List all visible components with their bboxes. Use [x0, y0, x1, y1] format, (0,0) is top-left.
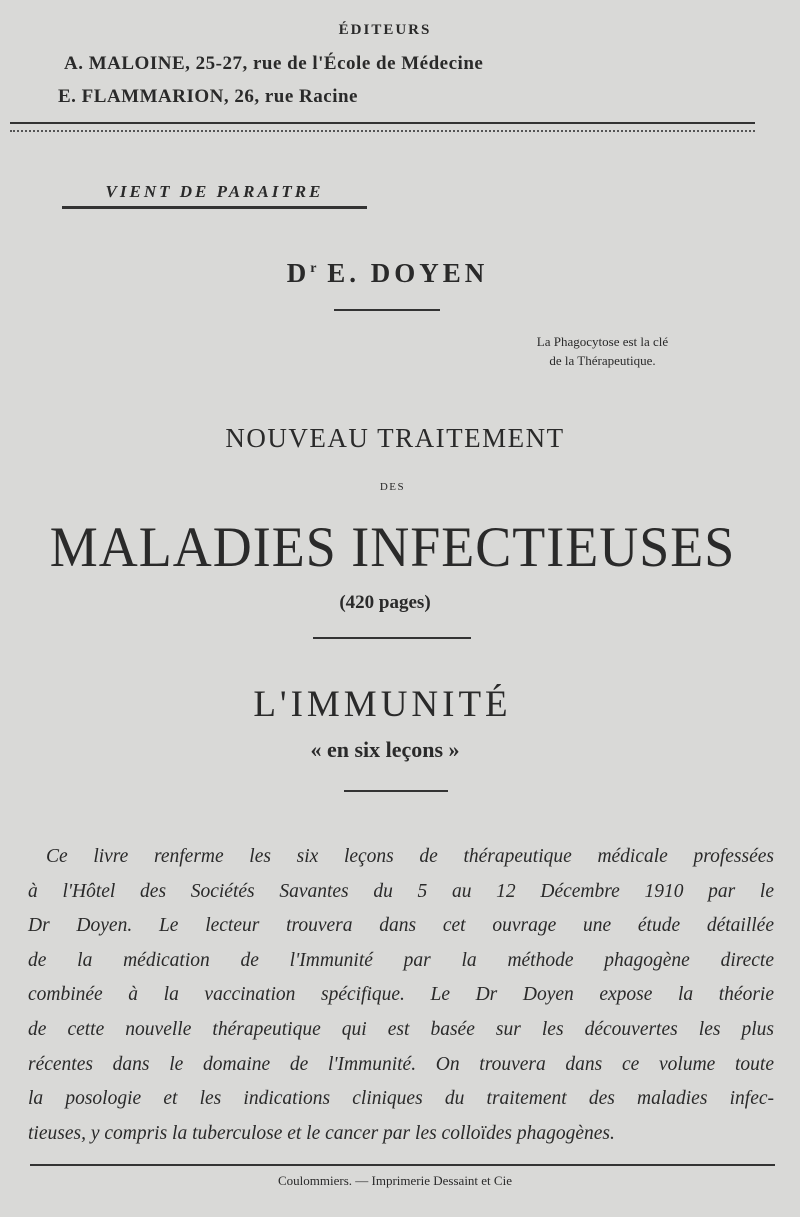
author-name [0, 258, 775, 289]
author-prefix: D [286, 258, 311, 288]
printer-imprint: Coulommiers. — Imprimerie Dessaint et Cie [278, 1173, 512, 1188]
footer-divider [30, 1164, 775, 1166]
announcement-underline [62, 206, 367, 209]
page-count: (420 pages) [339, 592, 431, 613]
header-divider [10, 122, 755, 132]
epigraph-line-1: La Phagocytose est la clé [536, 334, 669, 349]
description-line: la posologie et les indications cliniques du traitement des maladies infec- [28, 1088, 774, 1110]
author-surname: E. DOYEN [327, 258, 489, 288]
announcement-label: VIENT DE PARAITRE [105, 182, 324, 201]
subtitle-sub: « en six leçons » [310, 737, 460, 762]
title-line-2: DES [379, 481, 406, 493]
description-line: à l'Hôtel des Sociétés Savantes du 5 au 12 Décembre 1910 par le [28, 880, 774, 902]
description-paragraph [28, 840, 774, 1151]
description-line: tieuses, y compris la tuberculose et le cancer par les colloïdes phagogènes. [28, 1122, 615, 1144]
description-line: combinée à la vaccination spécifique. Le Dr Doyen expose la théorie [28, 984, 774, 1006]
divider-1 [334, 309, 440, 311]
subtitle-main: L'IMMUNITÉ [253, 684, 512, 725]
publisher-maloine: A. MALOINE, 25-27, rue de l'École de Médecine [64, 53, 484, 74]
description-line: de la médication de l'Immunité par la méthode phagogène directe [28, 949, 774, 971]
description-line: récentes dans le domaine de l'Immunité. On trouvera dans ce volume toute [28, 1053, 774, 1075]
title-main: MALADIES INFECTIEUSES [49, 515, 736, 579]
epigraph [495, 332, 710, 370]
description-line: Ce livre renferme les six leçons de thérapeutique médicale professées [46, 846, 774, 867]
title-line-1: NOUVEAU TRAITEMENT [225, 423, 565, 453]
divider-2 [313, 637, 471, 639]
divider-3 [344, 790, 448, 792]
description-line: de cette nouvelle thérapeutique qui est basée sur les découvertes les plus [28, 1018, 774, 1040]
editeurs-heading: ÉDITEURS [338, 22, 432, 38]
author-prefix-sup: r [310, 261, 317, 276]
description-line: Dr Doyen. Le lecteur trouvera dans cet ouvrage une étude détaillée [28, 915, 774, 937]
publisher-flammarion: E. FLAMMARION, 26, rue Racine [58, 86, 358, 107]
epigraph-line-2: de la Thérapeutique. [549, 353, 656, 368]
